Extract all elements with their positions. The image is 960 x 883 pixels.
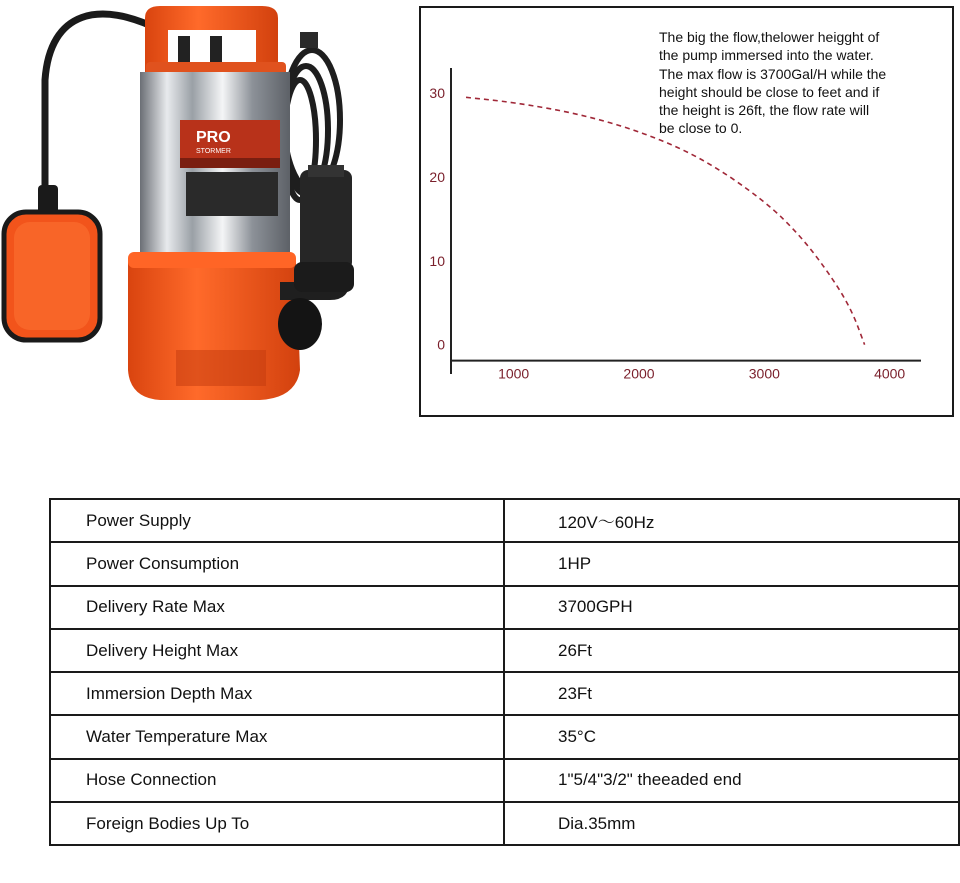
performance-chart	[419, 6, 954, 417]
table-row	[50, 629, 959, 672]
chart-note	[659, 28, 949, 138]
spec-label: Delivery Height Max	[50, 629, 504, 672]
x-tick-label: 3000	[748, 365, 780, 382]
table-row	[50, 499, 959, 542]
x-tick-label: 2000	[623, 365, 655, 382]
spec-label: Immersion Depth Max	[50, 672, 504, 715]
table-row	[50, 802, 959, 845]
note-line: the height is 26ft, the flow rate will	[659, 102, 870, 119]
note-line: be close to 0.	[659, 120, 743, 137]
spec-value: 3700GPH	[504, 586, 959, 629]
x-tick-label: 4000	[874, 365, 906, 382]
note-line: the pump immersed into the water.	[659, 47, 874, 64]
table-row	[50, 715, 959, 758]
spec-value: 120V～60Hz	[504, 499, 959, 542]
x-tick-label: 1000	[498, 365, 530, 382]
spec-label: Power Supply	[50, 499, 504, 542]
spec-label: Water Temperature Max	[50, 715, 504, 758]
spec-label: Foreign Bodies Up To	[50, 802, 504, 845]
note-line: The big the flow,thelower heigght of	[659, 29, 880, 45]
table-row	[50, 542, 959, 585]
y-tick-label: 0	[437, 336, 445, 353]
table-row	[50, 759, 959, 802]
spec-value: Dia.35mm	[504, 802, 959, 845]
y-tick-label: 10	[429, 252, 445, 269]
note-line: height should be close to feet and if	[659, 83, 880, 100]
spec-value: 35°C	[504, 715, 959, 758]
spec-label-plate	[186, 172, 278, 216]
spec-value: 1"5/4"3/2" theeaded end	[504, 759, 959, 802]
brand-logo-text: PRO	[196, 129, 231, 146]
y-tick-label: 20	[429, 168, 445, 185]
spec-table	[49, 498, 960, 846]
spec-label: Power Consumption	[50, 542, 504, 585]
y-tick-label: 30	[429, 85, 445, 102]
spec-value: 26Ft	[504, 629, 959, 672]
pump-product-image	[0, 0, 360, 410]
spec-label: Delivery Rate Max	[50, 586, 504, 629]
spec-label: Hose Connection	[50, 759, 504, 802]
brand-logo-subtext: STORMER	[196, 148, 231, 155]
table-row	[50, 672, 959, 715]
spec-value: 23Ft	[504, 672, 959, 715]
spec-value: 1HP	[504, 542, 959, 585]
outlet-hose-connector	[300, 170, 352, 270]
table-row	[50, 586, 959, 629]
note-line: The max flow is 3700Gal/H while the	[659, 65, 887, 82]
